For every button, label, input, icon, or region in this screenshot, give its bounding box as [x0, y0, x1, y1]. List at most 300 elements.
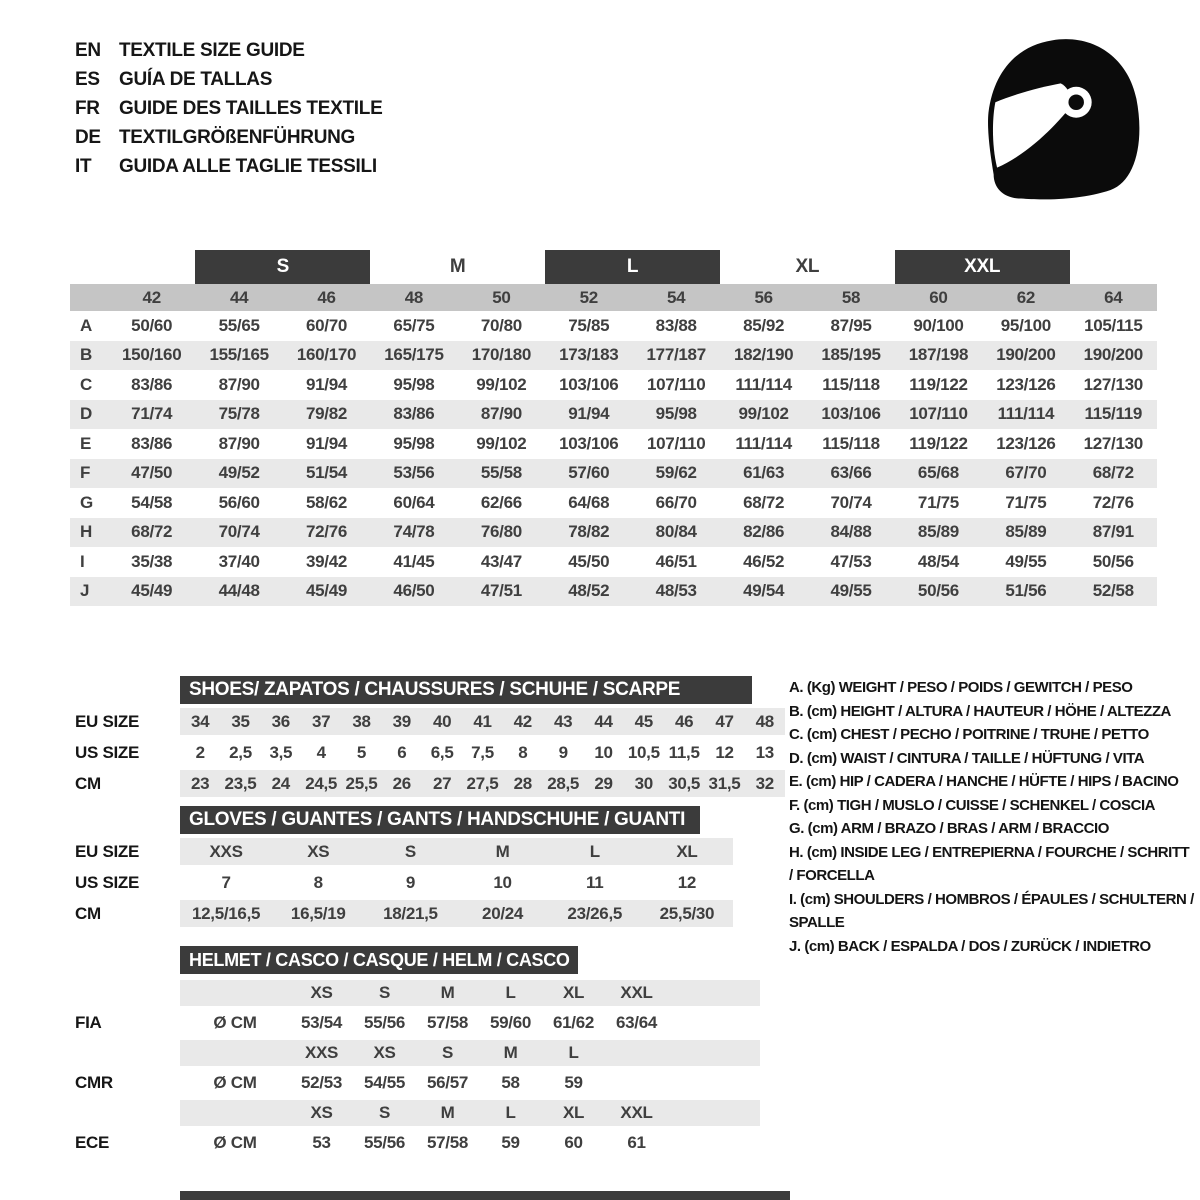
- size-value-cell: 107/110: [646, 374, 706, 394]
- numeric-size: 48: [404, 287, 424, 307]
- size-value-cell: 160/170: [296, 345, 357, 365]
- size-value-cell: 49/55: [1005, 551, 1047, 571]
- size-value-cell: 75/78: [218, 404, 260, 424]
- size-value-cell: 185/195: [821, 345, 881, 365]
- fia-label: FIA: [75, 1013, 102, 1032]
- size-value-cell: 55/58: [480, 463, 522, 483]
- shoe-eu-size: 48: [755, 711, 774, 731]
- shoe-us-size: 6,5: [430, 742, 454, 762]
- size-value-cell: 91/94: [568, 404, 610, 424]
- size-value-cell: 74/78: [393, 522, 435, 542]
- glove-us-size: 8: [313, 872, 323, 892]
- size-value-cell: 41/45: [393, 551, 435, 571]
- shoe-eu-size: 44: [594, 711, 613, 731]
- size-value-cell: 48/54: [917, 551, 959, 571]
- shoe-cm-size: 23,5: [224, 773, 257, 793]
- legend-item: F. (cm) TIGH / MUSLO / CUISSE / SCHENKEL / COSCIA: [789, 796, 1156, 814]
- eu-size-label: EU SIZE: [75, 841, 140, 861]
- size-s-box: S: [195, 250, 370, 284]
- ece-value: 61: [627, 1133, 646, 1152]
- cropped-section-bar: [180, 1191, 790, 1200]
- cmr-value: 52/53: [300, 1073, 343, 1092]
- numeric-size: 64: [1104, 287, 1123, 307]
- ece-size: M: [440, 1103, 455, 1122]
- shoe-us-size: 9: [558, 742, 568, 762]
- size-value-cell: 66/70: [655, 492, 697, 512]
- legend-item: A. (Kg) WEIGHT / PESO / POIDS / GEWITCH / PESO: [789, 679, 1133, 696]
- size-value-cell: 61/63: [743, 463, 785, 483]
- shoe-cm-size: 31,5: [708, 773, 741, 793]
- numeric-size: 56: [754, 287, 773, 307]
- table-row: [70, 577, 1157, 607]
- numeric-size-row: [70, 284, 1157, 311]
- size-value-cell: 62/66: [480, 492, 522, 512]
- size-value-cell: 58/62: [306, 492, 348, 512]
- ece-value: 59: [501, 1133, 520, 1152]
- table-row: [70, 341, 1157, 371]
- size-value-cell: 80/84: [655, 522, 697, 542]
- fia-size: XL: [562, 983, 585, 1002]
- size-value-cell: 55/65: [218, 315, 260, 335]
- gloves-cm-values: [180, 900, 733, 927]
- size-value-cell: 85/92: [743, 315, 785, 335]
- shoe-eu-size: 42: [513, 711, 532, 731]
- shoe-eu-size: 36: [271, 711, 290, 731]
- size-value-cell: 59/62: [655, 463, 697, 483]
- size-value-cell: 103/106: [559, 374, 619, 394]
- table-row: [70, 311, 1157, 341]
- size-table-body: [70, 311, 1157, 606]
- size-value-cell: 115/118: [822, 374, 880, 394]
- size-value-cell: 60/64: [393, 492, 435, 512]
- size-value-cell: 68/72: [131, 522, 173, 542]
- title-row: [75, 152, 382, 181]
- cmr-values-row: [75, 1066, 760, 1100]
- size-value-cell: 52/58: [1092, 581, 1134, 601]
- size-value-cell: 70/80: [480, 315, 522, 335]
- shoe-eu-size: 45: [634, 711, 653, 731]
- table-row: [70, 459, 1157, 489]
- guide-title: GUIDA ALLE TAGLIE TESSILI: [119, 155, 377, 177]
- glove-eu-size: XS: [307, 841, 330, 861]
- shoe-us-size: 6: [397, 742, 407, 762]
- numeric-size: 54: [667, 287, 686, 307]
- cmr-size: L: [568, 1043, 579, 1062]
- ece-size: XL: [562, 1103, 585, 1122]
- size-value-cell: 95/100: [1000, 315, 1051, 335]
- cm-label: CM: [75, 773, 101, 793]
- fia-size: XS: [310, 983, 333, 1002]
- glove-eu-size: S: [404, 841, 416, 861]
- glove-us-size: 11: [586, 872, 604, 892]
- size-value-cell: 182/190: [733, 345, 794, 365]
- shoes-cm-values: [180, 770, 785, 797]
- shoe-us-size: 3,5: [269, 742, 293, 762]
- size-value-cell: 45/50: [568, 551, 610, 571]
- ece-value: 53: [312, 1133, 331, 1152]
- size-value-cell: 70/74: [218, 522, 260, 542]
- size-value-cell: 127/130: [1083, 374, 1143, 394]
- ece-size: L: [505, 1103, 516, 1122]
- shoe-eu-size: 43: [554, 711, 573, 731]
- size-value-cell: 47/51: [480, 581, 522, 601]
- shoes-cm-row: [75, 770, 785, 797]
- legend-item: C. (cm) CHEST / PECHO / POITRINE / TRUHE / PETTO: [789, 726, 1149, 743]
- fia-value: 61/62: [552, 1013, 595, 1032]
- shoe-eu-size: 39: [392, 711, 411, 731]
- row-measure-key: F: [80, 463, 91, 483]
- size-value-cell: 47/53: [830, 551, 872, 571]
- fia-size: L: [505, 983, 516, 1002]
- glove-cm-size: 18/21,5: [383, 903, 438, 923]
- legend-item: D. (cm) WAIST / CINTURA / TAILLE / HÜFTUNG / VITA: [789, 749, 1145, 767]
- shoe-us-size: 12: [715, 742, 734, 762]
- size-value-cell: 177/187: [646, 345, 706, 365]
- title-row: [75, 65, 382, 94]
- shoe-cm-size: 27: [433, 773, 452, 793]
- ece-value: 60: [564, 1133, 583, 1152]
- guide-title: GUÍA DE TALLAS: [119, 68, 273, 90]
- shoe-us-size: 13: [755, 742, 774, 762]
- fia-sizes-row: [75, 980, 760, 1006]
- size-value-cell: 50/56: [917, 581, 959, 601]
- helmet-section: [75, 946, 760, 1160]
- ece-values-row: [75, 1126, 760, 1160]
- size-value-cell: 49/55: [830, 581, 872, 601]
- size-xxl-box: XXL: [895, 250, 1070, 284]
- size-value-cell: 91/94: [306, 374, 348, 394]
- numeric-size: 42: [142, 287, 161, 307]
- size-value-cell: 68/72: [743, 492, 785, 512]
- size-value-cell: 115/118: [822, 433, 880, 453]
- size-value-cell: 72/76: [306, 522, 348, 542]
- size-value-cell: 119/122: [909, 433, 968, 453]
- legend-item: B. (cm) HEIGHT / ALTURA / HAUTEUR / HÖHE / ALTEZZA: [789, 702, 1171, 720]
- table-row: [70, 518, 1157, 548]
- numeric-size: 50: [492, 287, 511, 307]
- size-value-cell: 173/183: [559, 345, 619, 365]
- row-measure-key: J: [80, 581, 90, 601]
- size-value-cell: 46/50: [393, 581, 435, 601]
- size-value-cell: 187/198: [908, 345, 969, 365]
- us-size-label: US SIZE: [75, 742, 140, 762]
- numeric-size: 44: [229, 287, 249, 307]
- size-value-cell: 65/68: [917, 463, 959, 483]
- language-code: IT: [75, 155, 92, 177]
- shoe-cm-size: 24: [271, 773, 290, 793]
- numeric-size: 62: [1016, 287, 1036, 307]
- size-value-cell: 83/86: [131, 433, 173, 453]
- cmr-label: CMR: [75, 1073, 113, 1092]
- table-row: [70, 429, 1157, 459]
- size-value-cell: 99/102: [476, 374, 527, 394]
- shoe-cm-size: 24,5: [305, 773, 338, 793]
- size-value-cell: 71/75: [917, 492, 959, 512]
- shoe-cm-size: 27,5: [466, 773, 499, 793]
- shoe-eu-size: 38: [352, 711, 371, 731]
- title-row: [75, 36, 382, 65]
- diameter-label: Ø CM: [213, 1133, 257, 1152]
- size-value-cell: 70/74: [830, 492, 872, 512]
- size-value-cell: 56/60: [218, 492, 260, 512]
- shoe-cm-size: 32: [755, 773, 774, 793]
- shoe-eu-size: 37: [312, 711, 331, 731]
- shoe-us-size: 7,5: [471, 742, 494, 762]
- size-value-cell: 46/52: [743, 551, 785, 571]
- cmr-size: M: [503, 1043, 518, 1062]
- helmet-header-bar: HELMET / CASCO / CASQUE / HELM / CASCO: [180, 946, 578, 974]
- shoe-us-size: 10: [594, 742, 613, 762]
- size-value-cell: 165/175: [384, 345, 444, 365]
- size-value-cell: 111/114: [997, 404, 1055, 424]
- glove-cm-size: 25,5/30: [659, 903, 715, 923]
- size-value-cell: 115/119: [1084, 404, 1143, 424]
- glove-us-size: 10: [493, 872, 512, 892]
- size-value-cell: 50/56: [1092, 551, 1134, 571]
- size-value-cell: 127/130: [1083, 433, 1143, 453]
- size-value-cell: 103/106: [821, 404, 881, 424]
- shoes-eu-row: [75, 708, 785, 735]
- title-list: [75, 36, 382, 181]
- size-value-cell: 44/48: [218, 581, 260, 601]
- row-measure-key: B: [80, 345, 92, 365]
- size-value-cell: 49/52: [218, 463, 260, 483]
- size-value-cell: 39/42: [306, 551, 348, 571]
- size-xl-label: XL: [795, 256, 820, 277]
- cmr-value: 54/55: [363, 1073, 406, 1092]
- gloves-us-values: [180, 869, 733, 896]
- size-value-cell: 47/50: [131, 463, 173, 483]
- shoe-us-size: 8: [518, 742, 528, 762]
- size-value-cell: 190/200: [1083, 345, 1143, 365]
- glove-eu-size: XL: [676, 841, 698, 861]
- size-value-cell: 95/98: [393, 433, 435, 453]
- gloves-eu-values: [180, 838, 733, 865]
- numeric-size: 52: [579, 287, 598, 307]
- size-value-cell: 35/38: [131, 551, 173, 571]
- size-value-cell: 123/126: [996, 433, 1056, 453]
- glove-us-size: 9: [405, 872, 415, 892]
- size-value-cell: 190/200: [996, 345, 1056, 365]
- glove-cm-size: 12,5/16,5: [191, 903, 261, 923]
- gloves-eu-row: [75, 838, 733, 865]
- size-value-cell: 107/110: [646, 433, 706, 453]
- size-value-cell: 71/75: [1005, 492, 1047, 512]
- shoe-eu-size: 41: [473, 711, 492, 731]
- size-value-cell: 48/52: [568, 581, 610, 601]
- size-value-cell: 103/106: [559, 433, 619, 453]
- ocm-spacer: [180, 1100, 290, 1126]
- diameter-label: Ø CM: [213, 1073, 257, 1092]
- numeric-size: 58: [841, 287, 861, 307]
- shoe-us-size: 11,5: [668, 742, 700, 762]
- row-measure-key: I: [80, 551, 85, 571]
- size-value-cell: 90/100: [913, 315, 964, 335]
- size-value-cell: 67/70: [1005, 463, 1047, 483]
- size-value-cell: 105/115: [1084, 315, 1143, 335]
- gloves-header-bar: GLOVES / GUANTES / GANTS / HANDSCHUHE / GUANTI: [180, 806, 700, 834]
- row-measure-key: C: [80, 374, 92, 394]
- shoes-header-bar: SHOES/ ZAPATOS / CHAUSSURES / SCHUHE / SCARPE: [180, 676, 752, 704]
- guide-title: TEXTILE SIZE GUIDE: [119, 39, 305, 61]
- size-value-cell: 48/53: [655, 581, 697, 601]
- measurement-legend: [789, 676, 1194, 958]
- size-value-cell: 79/82: [306, 404, 348, 424]
- shoe-us-size: 10,5: [627, 742, 660, 762]
- gloves-cm-row: [75, 900, 733, 927]
- size-value-cell: 64/68: [568, 492, 610, 512]
- size-value-cell: 83/86: [131, 374, 173, 394]
- fia-size: XXL: [620, 983, 653, 1002]
- size-value-cell: 155/165: [209, 345, 269, 365]
- table-row: [70, 547, 1157, 577]
- shoe-cm-size: 25,5: [345, 773, 378, 793]
- gloves-us-row: [75, 869, 733, 896]
- ocm-spacer: [180, 1040, 290, 1066]
- fia-value: 55/56: [363, 1013, 406, 1032]
- cmr-size: XXS: [304, 1043, 339, 1062]
- size-value-cell: 78/82: [568, 522, 610, 542]
- numeric-size: 46: [317, 287, 336, 307]
- shoe-eu-size: 40: [433, 711, 452, 731]
- glove-eu-size: XXS: [209, 841, 243, 861]
- size-value-cell: 57/60: [568, 463, 610, 483]
- helmet-icon: [973, 28, 1145, 204]
- ocm-spacer: [180, 980, 290, 1006]
- cmr-size: XS: [373, 1043, 396, 1062]
- size-value-cell: 99/102: [738, 404, 789, 424]
- legend-item: J. (cm) BACK / ESPALDA / DOS / ZURÜCK / INDIETRO: [789, 937, 1151, 955]
- ece-size: XS: [310, 1103, 333, 1122]
- size-value-cell: 51/56: [1005, 581, 1047, 601]
- row-measure-key: D: [80, 404, 92, 424]
- shoe-eu-size: 34: [191, 711, 210, 731]
- size-value-cell: 45/49: [306, 581, 348, 601]
- title-row: [75, 123, 382, 152]
- size-value-cell: 71/74: [131, 404, 173, 424]
- shoes-us-row: [75, 739, 785, 766]
- language-code: EN: [75, 39, 101, 61]
- glove-cm-size: 20/24: [482, 903, 524, 923]
- shoe-cm-size: 28,5: [547, 773, 580, 793]
- fia-value: 63/64: [615, 1013, 658, 1032]
- size-value-cell: 87/91: [1092, 522, 1134, 542]
- size-value-cell: 49/54: [743, 581, 785, 601]
- us-size-label: US SIZE: [75, 872, 140, 892]
- size-value-cell: 91/94: [306, 433, 348, 453]
- language-code: DE: [75, 126, 101, 148]
- size-value-cell: 85/89: [1005, 522, 1047, 542]
- shoes-eu-values: [180, 708, 785, 735]
- shoe-eu-size: 35: [231, 711, 250, 731]
- size-value-cell: 87/95: [830, 315, 872, 335]
- size-value-cell: 170/180: [471, 345, 532, 365]
- shoe-us-size: 2,5: [229, 742, 252, 762]
- size-value-cell: 46/51: [655, 551, 697, 571]
- shoe-eu-size: 47: [715, 711, 734, 731]
- size-value-cell: 54/58: [131, 492, 173, 512]
- size-value-cell: 75/85: [568, 315, 610, 335]
- legend-item: E. (cm) HIP / CADERA / HANCHE / HÜFTE / HIPS / BACINO: [789, 773, 1179, 790]
- language-code: ES: [75, 68, 100, 90]
- shoe-cm-size: 29: [594, 773, 613, 793]
- shoe-cm-size: 28: [513, 773, 532, 793]
- fia-value: 59/60: [489, 1013, 532, 1032]
- cmr-value: 58: [501, 1073, 520, 1092]
- cmr-value: 59: [564, 1073, 583, 1092]
- title-row: [75, 94, 382, 123]
- size-value-cell: 63/66: [830, 463, 872, 483]
- glove-eu-size: M: [495, 841, 510, 861]
- table-row: [70, 400, 1157, 430]
- size-value-cell: 84/88: [830, 522, 872, 542]
- row-measure-key: E: [80, 433, 92, 453]
- fia-size: M: [440, 983, 455, 1002]
- size-value-cell: 60/70: [306, 315, 348, 335]
- size-value-cell: 107/110: [909, 404, 968, 424]
- row-measure-key: G: [80, 492, 93, 512]
- size-value-cell: 82/86: [743, 522, 785, 542]
- numeric-size: 60: [929, 287, 948, 307]
- size-value-cell: 87/90: [218, 374, 260, 394]
- shoes-section: [75, 676, 785, 797]
- table-row: [70, 488, 1157, 518]
- legend-item: H. (cm) INSIDE LEG / ENTREPIERNA / FOURCHE / SCHRITT / FORCELLA: [789, 843, 1190, 884]
- size-value-cell: 37/40: [218, 551, 260, 571]
- row-measure-key: H: [80, 522, 92, 542]
- size-value-cell: 83/86: [393, 404, 435, 424]
- glove-us-size: 7: [221, 872, 231, 892]
- size-value-cell: 99/102: [476, 433, 527, 453]
- size-value-cell: 85/89: [917, 522, 959, 542]
- letter-size-row: [70, 250, 1157, 284]
- textile-size-table: [70, 250, 1157, 606]
- table-row: [70, 370, 1157, 400]
- fia-values-row: [75, 1006, 760, 1040]
- cmr-sizes-row: [75, 1040, 760, 1066]
- fia-value: 57/58: [426, 1013, 469, 1032]
- guide-title: TEXTILGRÖßENFÜHRUNG: [119, 126, 356, 148]
- shoe-eu-size: 46: [675, 711, 694, 731]
- ece-sizes-row: [75, 1100, 760, 1126]
- language-code: FR: [75, 97, 100, 119]
- size-value-cell: 83/88: [655, 315, 697, 335]
- glove-cm-size: 23/26,5: [567, 903, 623, 923]
- corner-cell: [70, 284, 108, 311]
- shoe-us-size: 2: [195, 742, 205, 762]
- cm-label: CM: [75, 903, 101, 923]
- ece-value: 57/58: [426, 1133, 469, 1152]
- fia-size: S: [378, 983, 391, 1002]
- size-value-cell: 123/126: [996, 374, 1056, 394]
- size-value-cell: 51/54: [306, 463, 348, 483]
- ece-size: S: [378, 1103, 391, 1122]
- ece-label: ECE: [75, 1133, 110, 1152]
- size-value-cell: 111/114: [735, 374, 792, 394]
- shoe-cm-size: 30: [634, 773, 653, 793]
- glove-cm-size: 16,5/19: [290, 903, 346, 923]
- legend-item: I. (cm) SHOULDERS / HOMBROS / ÉPAULES / SCHULTERN / SPALLE: [789, 890, 1194, 931]
- guide-title: GUIDE DES TAILLES TEXTILE: [119, 97, 383, 119]
- gloves-section: [75, 806, 733, 927]
- size-value-cell: 111/114: [735, 433, 792, 453]
- row-measure-key: A: [80, 315, 92, 335]
- size-value-cell: 53/56: [393, 463, 435, 483]
- cmr-size: S: [441, 1043, 454, 1062]
- diameter-label: Ø CM: [213, 1013, 257, 1032]
- size-value-cell: 95/98: [655, 404, 697, 424]
- shoe-us-size: 5: [356, 742, 367, 762]
